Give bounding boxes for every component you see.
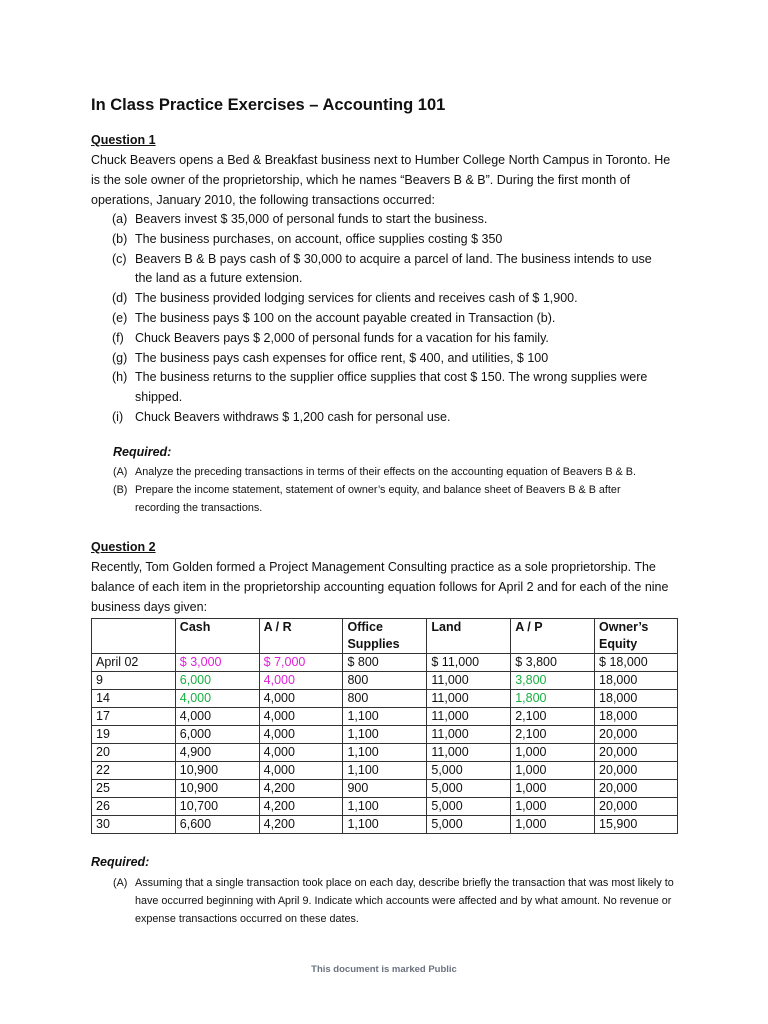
table-row	[92, 708, 678, 726]
table-cell: 11,000	[427, 690, 511, 708]
table-cell: 15,900	[595, 816, 678, 834]
table-cell: 20,000	[595, 780, 678, 798]
item-label: (g)	[112, 350, 128, 365]
item-label: (h)	[112, 370, 128, 385]
table-cell: 18,000	[595, 690, 678, 708]
table-cell: 4,000	[259, 744, 343, 762]
table-row	[92, 744, 678, 762]
column-header: A / P	[511, 619, 595, 654]
table-cell: 9	[92, 672, 176, 690]
list-item	[91, 349, 681, 369]
table-row	[92, 690, 678, 708]
list-item	[91, 210, 681, 230]
column-header: A / R	[259, 619, 343, 654]
table-cell: 20,000	[595, 726, 678, 744]
table-cell: 22	[92, 762, 176, 780]
item-label: (B)	[113, 484, 128, 496]
list-item	[91, 250, 681, 290]
item-label: (b)	[112, 231, 128, 246]
table-cell: 10,900	[175, 780, 259, 798]
table-row	[92, 816, 678, 834]
item-text: The business pays cash expenses for office rent, $ 400, and utilities, $ 100	[135, 350, 549, 365]
item-text: Assuming that a single transaction took place on each day, describe briefly the transaction that was most likely to have occurred beginning with April 9. Indicate which accounts were affected and by what amount. No revenue or expense transactions occurred on these dates.	[135, 877, 674, 925]
table-cell: 11,000	[427, 708, 511, 726]
table-cell: 10,700	[175, 798, 259, 816]
table-row	[92, 726, 678, 744]
item-text: Chuck Beavers pays $ 2,000 of personal funds for a vacation for his family.	[135, 330, 549, 345]
table-cell: 1,000	[511, 744, 595, 762]
table-cell: 26	[92, 798, 176, 816]
table-cell: 5,000	[427, 798, 511, 816]
table-cell: 1,100	[343, 798, 427, 816]
table-cell: 20	[92, 744, 176, 762]
table-cell: 4,000	[259, 762, 343, 780]
item-text: Beavers invest $ 35,000 of personal funds to start the business.	[135, 212, 488, 226]
table-cell: April 02	[92, 654, 176, 672]
table-cell: 3,800	[511, 672, 595, 690]
table-cell: 4,000	[175, 708, 259, 726]
item-label: (d)	[112, 291, 128, 306]
table-cell: 6,600	[175, 816, 259, 834]
table-cell: 4,200	[259, 798, 343, 816]
table-cell: 1,000	[511, 762, 595, 780]
item-text: The business provided lodging services for clients and receives cash of $ 1,900.	[135, 291, 578, 306]
item-label: (a)	[112, 212, 128, 226]
table-row	[92, 798, 678, 816]
table-cell: 20,000	[595, 744, 678, 762]
table-cell: 1,000	[511, 780, 595, 798]
accounting-equation-table	[91, 618, 678, 834]
question-1-required-label: Required:	[113, 445, 172, 459]
table-cell: 2,100	[511, 726, 595, 744]
table-cell: 6,000	[175, 726, 259, 744]
table-cell: 4,200	[259, 816, 343, 834]
question-2-required-label: Required:	[91, 855, 150, 869]
list-item	[91, 309, 681, 329]
table-cell: $ 18,000	[595, 654, 678, 672]
item-text: Chuck Beavers withdraws $ 1,200 cash for personal use.	[135, 409, 451, 424]
table-cell: $ 800	[343, 654, 427, 672]
table-cell: 1,800	[511, 690, 595, 708]
item-text: Analyze the preceding transactions in terms of their effects on the accounting equation of Beavers B & B.	[135, 466, 636, 478]
table-row	[92, 762, 678, 780]
list-item	[91, 368, 681, 408]
item-text: The business pays $ 100 on the account payable created in Transaction (b).	[135, 310, 556, 325]
item-label: (A)	[113, 877, 128, 889]
item-text: The business returns to the supplier office supplies that cost $ 150. The wrong supplies were shipped.	[135, 370, 648, 405]
item-label: (A)	[113, 466, 128, 478]
table-cell: 1,100	[343, 816, 427, 834]
table-cell: 4,000	[175, 690, 259, 708]
column-header: Office Supplies	[343, 619, 427, 654]
table-cell: 5,000	[427, 816, 511, 834]
question-1-required-list	[91, 463, 681, 517]
table-cell: 1,100	[343, 744, 427, 762]
list-item	[91, 481, 681, 517]
table-row	[92, 780, 678, 798]
item-label: (e)	[112, 310, 128, 325]
column-header: Land	[427, 619, 511, 654]
table-cell: 1,000	[511, 816, 595, 834]
question-1-transactions	[91, 210, 681, 428]
table-cell: 1,100	[343, 708, 427, 726]
table-cell: 4,000	[259, 690, 343, 708]
item-text: Beavers B & B pays cash of $ 30,000 to acquire a parcel of land. The business intends to use the land as a future extension.	[135, 251, 652, 286]
column-header	[92, 619, 176, 654]
question-1-intro: Chuck Beavers opens a Bed & Breakfast business next to Humber College North Campus in Toronto. He is the sole owner of the proprietorship, which he names “Beavers B & B”. During the first month of operations, January 2010, the following transactions occurred:	[91, 153, 671, 207]
table-cell: 1,100	[343, 762, 427, 780]
table-cell: 900	[343, 780, 427, 798]
list-item	[91, 329, 681, 349]
table-cell: 18,000	[595, 708, 678, 726]
table-cell: 10,900	[175, 762, 259, 780]
table-cell: 20,000	[595, 798, 678, 816]
table-cell: 800	[343, 690, 427, 708]
table-header-row	[92, 619, 678, 654]
table-cell: 2,100	[511, 708, 595, 726]
table-cell: $ 11,000	[427, 654, 511, 672]
document-title: In Class Practice Exercises – Accounting 101	[91, 96, 446, 114]
list-item	[91, 874, 681, 928]
item-label: (f)	[112, 330, 124, 345]
table-cell: 17	[92, 708, 176, 726]
question-1-heading: Question 1	[91, 133, 156, 147]
table-cell: $ 3,800	[511, 654, 595, 672]
table-cell: 1,100	[343, 726, 427, 744]
table-cell: 11,000	[427, 744, 511, 762]
list-item	[91, 463, 681, 481]
table-cell: 4,000	[259, 726, 343, 744]
column-header: Owner’s Equity	[595, 619, 678, 654]
question-2-required-list	[91, 874, 681, 928]
item-text: Prepare the income statement, statement of owner’s equity, and balance sheet of Beavers B & B after recording the transactions.	[135, 484, 621, 514]
table-cell: 11,000	[427, 672, 511, 690]
table-cell: $ 3,000	[175, 654, 259, 672]
column-header: Cash	[175, 619, 259, 654]
table-cell: 25	[92, 780, 176, 798]
table-cell: 4,000	[259, 708, 343, 726]
table-cell: 5,000	[427, 762, 511, 780]
table-row	[92, 654, 678, 672]
table-cell: 4,000	[259, 672, 343, 690]
question-2-heading: Question 2	[91, 540, 156, 554]
list-item	[91, 408, 681, 428]
question-2-intro: Recently, Tom Golden formed a Project Management Consulting practice as a sole proprietorship. The balance of each item in the proprietorship accounting equation follows for April 2 and for each of the nine business days given:	[91, 560, 669, 614]
table-cell: 18,000	[595, 672, 678, 690]
table-row	[92, 672, 678, 690]
table-cell: 1,000	[511, 798, 595, 816]
table-cell: $ 7,000	[259, 654, 343, 672]
list-item	[91, 289, 681, 309]
table-cell: 800	[343, 672, 427, 690]
item-text: The business purchases, on account, office supplies costing $ 350	[135, 231, 503, 246]
item-label: (i)	[112, 409, 124, 424]
table-cell: 5,000	[427, 780, 511, 798]
table-cell: 6,000	[175, 672, 259, 690]
classification-footer: This document is marked Public	[311, 964, 457, 975]
table-cell: 14	[92, 690, 176, 708]
table-cell: 19	[92, 726, 176, 744]
item-label: (c)	[112, 251, 127, 266]
table-cell: 30	[92, 816, 176, 834]
table-cell: 4,200	[259, 780, 343, 798]
table-cell: 20,000	[595, 762, 678, 780]
list-item	[91, 230, 681, 250]
table-cell: 4,900	[175, 744, 259, 762]
table-cell: 11,000	[427, 726, 511, 744]
